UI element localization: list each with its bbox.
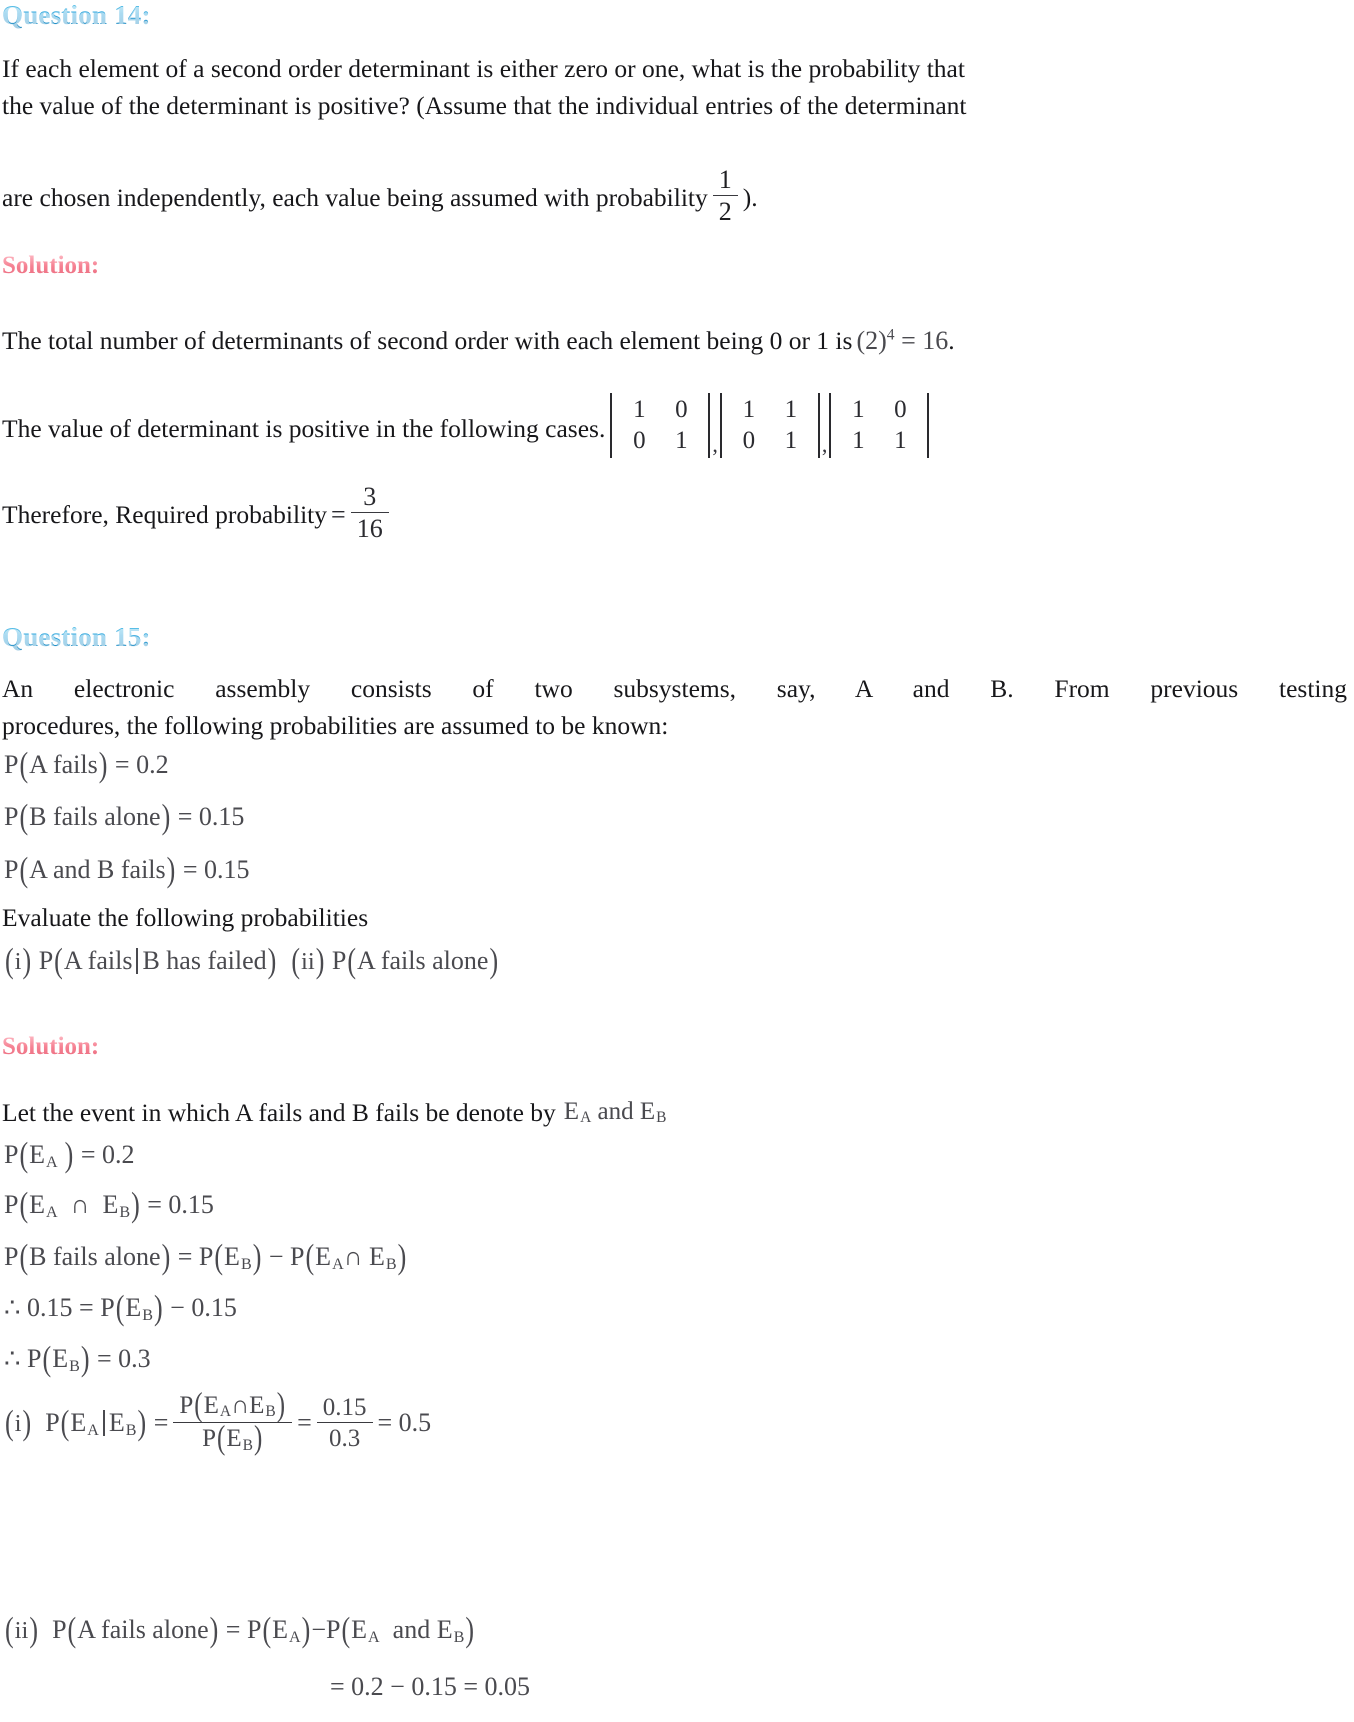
three-sixteenths-fraction — [351, 483, 389, 543]
conditional-probability-fraction — [173, 1387, 292, 1457]
question-14-statement-line-3-text: are chosen independently, each value being assumed with probability — [2, 183, 708, 213]
determinant-2-cell-21: 0 — [742, 426, 756, 454]
determinant-2-cell-22: 1 — [784, 426, 798, 454]
question-14-statement-line-2: the value of the determinant is positive? (Assume that the individual entries of the determinant — [2, 91, 967, 120]
two-power-four-equals: = 16 — [901, 325, 949, 355]
event-b-symbol: E — [639, 1098, 656, 1126]
answer-part-ii: (ii) P(A fails alone) = $P(E_A)-P(E_A$ and $E_B$) — [5, 1609, 475, 1649]
intersection-icon: ∩ — [70, 1190, 90, 1219]
part-i-arg-left: A fails — [63, 946, 133, 975]
question-14-solution-line-3-text: Therefore, Required probability — [2, 500, 328, 530]
given-probability-2-fn: P — [4, 802, 19, 831]
determinant-separator-2: , — [821, 431, 828, 457]
given-probability-2-rhs: = 0.15 — [177, 802, 245, 831]
question-15-solution-intro-text: Let the event in which A fails and B fails be denote by — [2, 1098, 556, 1127]
question-14-heading-text: Question 14: — [2, 0, 1352, 31]
conditional-probability-denominator: $P(E_B)$ — [202, 1420, 263, 1457]
determinant-2-row-1 — [728, 395, 812, 426]
solution-step-4: ∴ $0.15 = P(E_B) - 0.15$ — [4, 1287, 237, 1327]
determinant-3-cell-21: 1 — [852, 426, 865, 454]
question-15-statement-line-2: procedures, the following probabilities are assumed to be known: — [2, 711, 669, 740]
determinant-2-cell-12: 1 — [784, 396, 798, 423]
conditional-bar-icon — [103, 1410, 105, 1436]
numeric-fraction-numerator: 0.15 — [317, 1394, 373, 1423]
determinant-3-cell-22: 1 — [894, 426, 907, 454]
event-b-subscript: B — [656, 1109, 667, 1127]
given-probability-2: P(B fails alone) = 0.15 — [4, 796, 245, 836]
answer-part-i: (i) $P(E_A$ $E_B$) = $\frac{P(E_A\cap E_B)}{P(E_B)}$ = $\frac{0.15}{0.3}$ = 0.5 — [5, 1387, 432, 1457]
numeric-fraction-denominator: 0.3 — [329, 1425, 361, 1453]
two-power-four-exponent: 4 — [886, 326, 895, 344]
part-ii-arg: A fails alone — [357, 946, 489, 975]
required-probability-equals: = — [331, 500, 346, 530]
given-probability-3: P(A and B fails) = 0.15 — [4, 849, 250, 889]
given-probability-2-arg: B fails alone — [29, 802, 161, 831]
question-14-solution-heading — [2, 252, 99, 281]
determinant-1-cell-12: 0 — [675, 396, 688, 423]
question-14-heading — [2, 0, 1352, 31]
determinant-1-cell-21: 0 — [633, 426, 646, 454]
therefore-icon: ∴ — [4, 1293, 21, 1322]
given-probability-3-rhs: = 0.15 — [182, 855, 250, 884]
event-a-subscript: A — [580, 1109, 592, 1127]
solution-step-1: $P(E_A$ ) = 0.2 — [4, 1134, 135, 1174]
given-probability-1-rhs: = 0.2 — [114, 750, 169, 779]
question-14-statement-line-1: If each element of a second order determinant is either zero or one, what is the probability that — [2, 54, 965, 83]
three-sixteenths-denominator: 16 — [356, 514, 383, 544]
question-14-solution-line-1 — [2, 320, 1352, 361]
given-probability-1-fn: P — [4, 750, 19, 779]
question-14-solution-line-2-text: The value of determinant is positive in the following cases. — [2, 413, 606, 443]
conditional-bar-icon — [136, 948, 138, 974]
determinant-1-row-2 — [618, 426, 702, 457]
half-fraction-numerator: 1 — [713, 166, 738, 196]
question-14-statement-line-3-tail: ). — [742, 183, 758, 213]
question-14-solution-line-3 — [2, 482, 1352, 545]
event-a-symbol: E — [563, 1098, 580, 1126]
determinant-3-row-2 — [837, 426, 921, 457]
half-fraction — [713, 166, 738, 226]
question-15-solution-intro — [2, 1092, 1347, 1133]
part-i-fn: P — [38, 946, 54, 975]
intersection-icon: ∩ — [343, 1242, 363, 1271]
answer-i-result: = 0.5 — [377, 1408, 432, 1438]
given-probability-3-arg: A and B fails — [29, 855, 166, 884]
solution-step-2: $P(E_A$ ∩ $E_B) = 0.15$ — [4, 1184, 214, 1224]
question-15-parts: (i) P(A fails B has failed) (ii) P(A fails alone) — [5, 940, 499, 980]
three-sixteenths-numerator: 3 — [351, 483, 389, 513]
part-ii-fn: P — [331, 946, 347, 975]
determinant-3-cell-12: 0 — [894, 396, 907, 423]
determinant-2 — [720, 393, 820, 458]
answer-ii-lhs-arg: A fails alone — [77, 1615, 209, 1644]
numeric-fraction — [317, 1394, 373, 1452]
determinant-1-cell-22: 1 — [675, 426, 688, 454]
question-14-solution-heading-text: Solution: — [2, 252, 100, 279]
question-15-heading — [2, 622, 151, 653]
solution-step-3: P(B fails alone) = $P(E_B)$ − $P(E_A\cap$ $E_B$) — [4, 1236, 407, 1276]
determinant-3-row-1 — [837, 395, 921, 426]
given-probability-1: P(A fails) = 0.2 — [4, 744, 169, 784]
event-conjunction: and — [597, 1098, 634, 1126]
determinant-1 — [610, 393, 710, 458]
question-15-solution-heading — [2, 1033, 99, 1062]
determinant-3-cell-11: 1 — [852, 396, 865, 423]
part-i-arg-right: B has failed — [142, 946, 267, 975]
answer-part-ii-result: = 0.2 − 0.15 = 0.05 — [330, 1672, 530, 1701]
solution-step-5: ∴ $P(E_B) = 0.3$ — [4, 1338, 151, 1378]
two-power-four-base: (2) — [856, 325, 887, 355]
question-15-statement-line-1: An electronic assembly consists of two subsystems, say, A and B. From previous testing — [2, 674, 1347, 703]
event-symbols — [564, 1098, 667, 1127]
question-14-statement-line-3 — [2, 165, 1347, 228]
determinant-3 — [829, 393, 929, 458]
question-15-heading-text: Question 15: — [2, 622, 151, 652]
question-14-solution-line-1-period: . — [948, 326, 955, 355]
question-14-solution-line-1-text: The total number of determinants of second order with each element being 0 or 1 is — [2, 326, 853, 355]
therefore-icon: ∴ — [4, 1344, 21, 1373]
two-power-four-expression — [856, 326, 948, 356]
question-15-solution-heading-text: Solution: — [2, 1033, 100, 1060]
given-probability-1-arg: A fails — [29, 750, 98, 779]
given-probability-3-fn: P — [4, 855, 19, 884]
conditional-probability-numerator: $P(E_A\cap E_B)$ — [173, 1392, 292, 1423]
determinant-1-cell-11: 1 — [633, 396, 646, 423]
determinant-separator-1: , — [712, 431, 718, 457]
question-14-solution-line-2 — [2, 396, 1352, 461]
determinant-2-cell-11: 1 — [742, 396, 756, 423]
evaluate-instruction: Evaluate the following probabilities — [2, 903, 369, 932]
determinant-2-row-2 — [728, 426, 812, 457]
determinant-1-row-1 — [618, 395, 702, 426]
half-fraction-denominator: 2 — [718, 197, 732, 227]
